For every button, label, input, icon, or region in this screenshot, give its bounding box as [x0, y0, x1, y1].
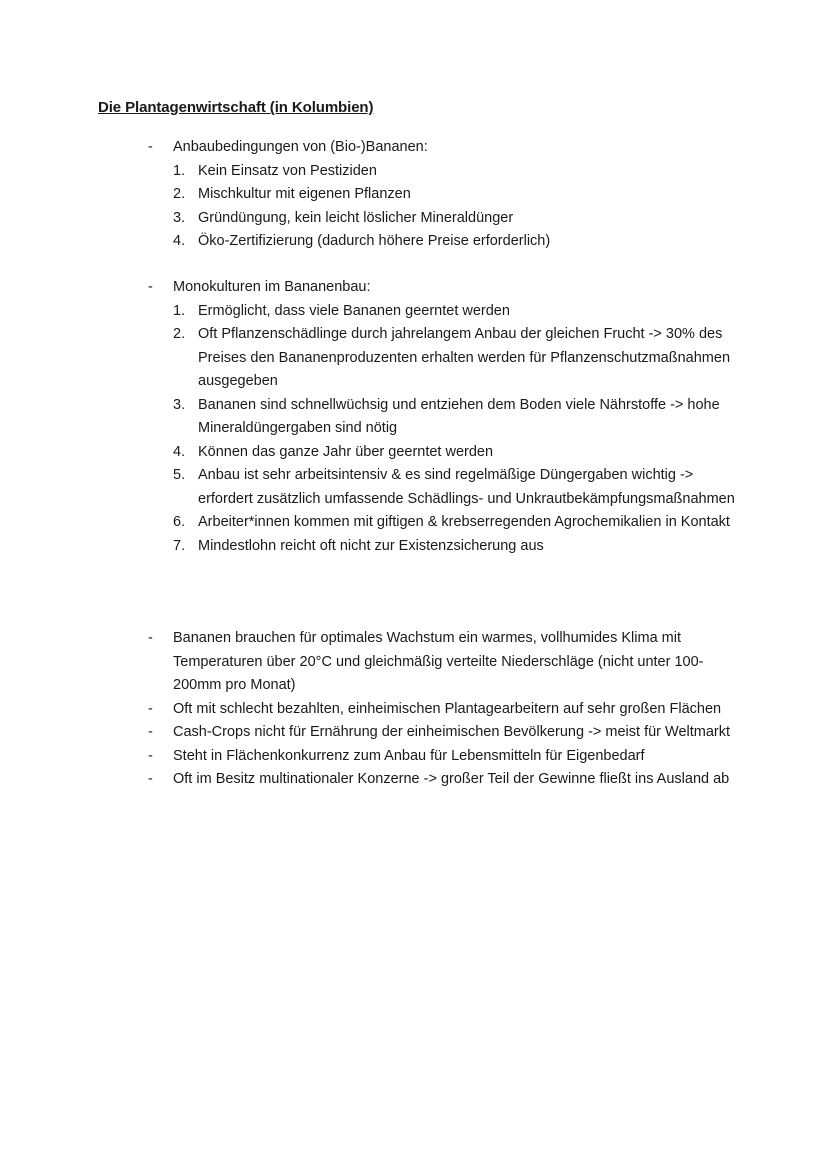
dash-bullet: -	[148, 279, 153, 295]
dash-bullet: -	[148, 139, 153, 155]
list-item-text: Bananen sind schnellwüchsig und entziehen dem Boden viele Nährstoffe -> hohe Mineraldüngergaben sind nötig	[198, 396, 720, 436]
dash-bullet: -	[148, 700, 153, 717]
list-item	[148, 464, 748, 511]
list-item	[148, 207, 748, 231]
list-number: 7.	[173, 537, 186, 554]
bullet-item-text: Oft im Besitz multinationaler Konzerne -> großer Teil der Gewinne fließt ins Ausland ab	[173, 771, 730, 787]
list-item-text: Können das ganze Jahr über geerntet werden	[198, 443, 494, 460]
bullet-item-text: Bananen brauchen für optimales Wachstum ein warmes, vollhumides Klima mit Temperaturen über 20°C und gleichmäßig verteilte Niederschläge (nicht unter 100-200mm pro Monat)	[173, 630, 704, 693]
section-heading-text: Anbaubedingungen von (Bio-)Bananen:	[173, 139, 428, 155]
dash-bullet: -	[148, 630, 153, 646]
list-item	[148, 441, 748, 465]
bullet-item-text: Cash-Crops nicht für Ernährung der einheimischen Bevölkerung -> meist für Weltmarkt	[173, 724, 731, 740]
list-item	[148, 160, 748, 184]
list-item-text: Arbeiter*innen kommen mit giftigen & krebserregenden Agrochemikalien in Kontakt	[198, 514, 730, 530]
section-allgemein	[148, 627, 748, 792]
dash-bullet: -	[148, 724, 153, 740]
list-number: 3.	[173, 209, 186, 226]
bullet-item	[148, 627, 748, 698]
bullet-item	[148, 768, 748, 792]
dash-bullet: -	[148, 771, 153, 787]
dash-bullet: -	[148, 747, 153, 764]
section-heading	[148, 276, 748, 300]
page-title: Die Plantagenwirtschaft (in Kolumbien)	[98, 99, 374, 116]
list-number: 2.	[173, 186, 186, 202]
list-item-text: Gründüngung, kein leicht löslicher Mineraldünger	[198, 209, 514, 226]
section-monokulturen	[148, 276, 748, 558]
list-item-text: Kein Einsatz von Pestiziden	[198, 162, 377, 179]
bullet-item	[148, 698, 748, 722]
list-item-text: Öko-Zertifizierung (dadurch höhere Preise erforderlich)	[198, 233, 551, 249]
list-number: 5.	[173, 467, 186, 483]
list-item	[148, 511, 748, 535]
list-item	[148, 183, 748, 207]
list-item-text: Mischkultur mit eigenen Pflanzen	[198, 186, 411, 202]
list-number: 3.	[173, 396, 186, 413]
list-item-text: Oft Pflanzenschädlinge durch jahrelangem Anbau der gleichen Frucht -> 30% des Preises den Bananenproduzenten erhalten werden für Pflanzenschutzmaßnahmen ausgegeben	[198, 326, 731, 389]
list-number: 1.	[173, 302, 186, 319]
list-number: 2.	[173, 326, 186, 342]
list-item	[148, 323, 748, 394]
list-item-text: Ermöglicht, dass viele Bananen geerntet werden	[198, 302, 510, 319]
list-item	[148, 394, 748, 441]
bullet-item	[148, 745, 748, 769]
list-item-text: Mindestlohn reicht oft nicht zur Existenzsicherung aus	[198, 537, 544, 554]
bullet-item-text: Oft mit schlecht bezahlten, einheimischen Plantagearbeitern auf sehr großen Flächen	[173, 700, 722, 717]
list-item	[148, 230, 748, 254]
list-number: 4.	[173, 233, 186, 249]
section-heading	[148, 136, 748, 160]
bullet-item	[148, 721, 748, 745]
section-heading-text: Monokulturen im Bananenbau:	[173, 279, 371, 295]
list-item-text: Anbau ist sehr arbeitsintensiv & es sind regelmäßige Düngergaben wichtig -> erfordert zusätzlich umfassende Schädlings- und Unkrautbekämpfungsmaßnahmen	[198, 467, 735, 507]
list-number: 6.	[173, 514, 186, 530]
section-anbaubedingungen	[148, 136, 748, 254]
bullet-item-text: Steht in Flächenkonkurrenz zum Anbau für Lebensmitteln für Eigenbedarf	[173, 747, 645, 764]
list-item	[148, 535, 748, 559]
list-item	[148, 300, 748, 324]
list-number: 4.	[173, 443, 186, 460]
list-number: 1.	[173, 162, 186, 179]
